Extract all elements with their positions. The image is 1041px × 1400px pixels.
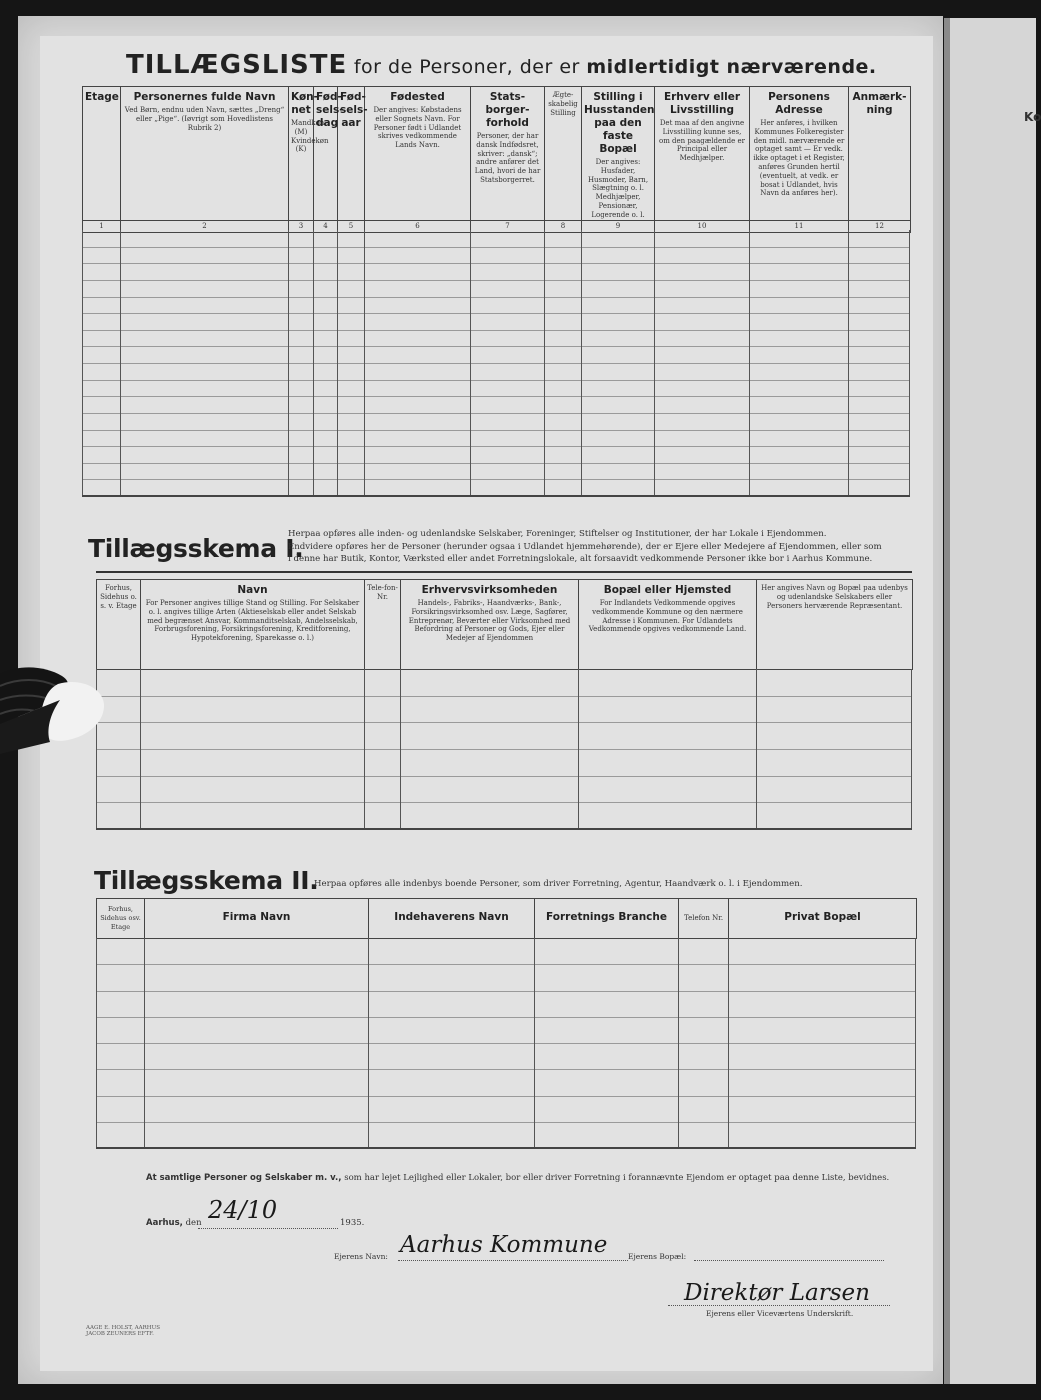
- skema1-title: Tillægsskema I.: [88, 534, 304, 563]
- skema1-note-line-1: Herpaa opføres alle inden- og udenlandske Selskaber, Foreninger, Stiftelser og Institutioner, der har Lokale i Ejendommen.: [288, 529, 827, 539]
- skema2-header-col-6: [729, 899, 917, 939]
- list-header-title-5: Fød-sels-aar: [340, 91, 368, 129]
- list-column-number-3: 3: [289, 220, 314, 232]
- skema1-header-col-1: [97, 580, 141, 670]
- skema1-header-title-4: Erhvervsvirksomheden: [421, 584, 558, 596]
- skema2-entry-line: [96, 964, 916, 965]
- list-entry-line: [82, 363, 910, 364]
- skema2-header-col-5: [679, 899, 729, 939]
- list-header-col-7: [471, 87, 545, 221]
- list-header-col-8: [545, 87, 582, 221]
- list-header-col-1: [83, 87, 121, 221]
- place-label: [146, 1218, 202, 1228]
- skema1-header-note-1: Forhus, Sidehus o. s. v. Etage: [100, 584, 137, 610]
- list-column-line: [848, 230, 849, 496]
- list-entry-line: [82, 430, 910, 431]
- skema1-entry-line: [96, 802, 912, 803]
- list-header-note-9: Der angives: Husfader, Husmoder, Barn, Slægtning o. l. Medhjælper, Pensionær, Logerende o. l.: [587, 158, 649, 219]
- skema2-column-line: [678, 938, 679, 1148]
- list-header-note-3: Mandkøn (M) Kvindekøn (K): [291, 119, 329, 154]
- skema2-entry-line: [96, 1096, 916, 1097]
- list-header-col-10: [655, 87, 750, 221]
- list-header-note-11: Her anføres, i hvilken Kommunes Folkeregister den midl. nærværende er optaget samt — Er vedk. ikke optaget i et Register, anføres Grunden hertil (eventuelt, at vedk. er bosat i Udlandet, hvis Navn da anføres her).: [753, 119, 845, 198]
- list-header-col-4: [314, 87, 344, 221]
- list-column-number-1: 1: [83, 220, 121, 232]
- list-header-note-2: Ved Børn, endnu uden Navn, sættes „Dreng“ eller „Pige“. (Iøvrigt som Hovedlistens Rubrik 2): [124, 106, 285, 132]
- title-mid: for de Personer, der er: [353, 56, 580, 78]
- skema1-column-line: [364, 669, 365, 829]
- skema1-entry-line: [96, 696, 912, 697]
- list-entry-line: [82, 380, 910, 381]
- skema1-header-col-3: [365, 580, 401, 670]
- owner-address-label: Ejerens Bopæl:: [628, 1252, 687, 1261]
- list-column-number-6: 6: [365, 220, 471, 232]
- skema1-entry-line: [96, 722, 912, 723]
- skema2-column-line: [144, 938, 145, 1148]
- list-column-number-5: 5: [338, 220, 365, 232]
- skema2-header-title-2: Firma Navn: [222, 911, 291, 923]
- list-entry-line: [82, 247, 910, 248]
- list-column-line: [313, 230, 314, 496]
- list-column-number-2: 2: [121, 220, 289, 232]
- list-header-title-6: Fødested: [390, 91, 445, 103]
- list-column-line: [337, 230, 338, 496]
- skema1-header-note-5: For Indlandets Vedkommende opgives vedkommende Kommune og den nærmere Adresse i Kommunen. For Udlandets Vedkommende opgives vedkommende Land.: [588, 599, 747, 634]
- list-column-number-7: 7: [471, 220, 545, 232]
- skema2-column-line: [728, 938, 729, 1148]
- list-header-col-9: [582, 87, 655, 221]
- list-entry-line: [82, 297, 910, 298]
- title-main: TILLÆGSLISTE: [126, 50, 348, 80]
- binding-shadow: [944, 18, 950, 1384]
- list-column-line: [909, 230, 910, 496]
- list-column-line: [364, 230, 365, 496]
- date-line: [198, 1228, 338, 1229]
- declaration: [146, 1173, 889, 1183]
- list-header-title-7: Stats-borger-forhold: [485, 91, 530, 129]
- skema1-header-row: [97, 580, 913, 670]
- skema2-bottom-rule: [96, 1147, 916, 1149]
- skema2-entry-line: [96, 1122, 916, 1123]
- list-header-title-10: Erhverv eller Livsstilling: [663, 91, 741, 116]
- list-header-title-9: Stilling i Husstanden paa den faste Bopæl: [584, 91, 655, 155]
- skema1-top-rule: [96, 571, 912, 573]
- skema2-table: [96, 898, 917, 939]
- skema1-note: [288, 528, 882, 566]
- year-text: 1935.: [340, 1218, 365, 1228]
- adjacent-page-text: Ko: [1024, 110, 1041, 124]
- skema1-column-line: [911, 669, 912, 829]
- list-header-col-2: [121, 87, 289, 221]
- owner-name-label: Ejerens Navn:: [334, 1252, 388, 1261]
- skema1-column-line: [756, 669, 757, 829]
- skema2-column-line: [915, 938, 916, 1148]
- skema1-header-note-2: For Personer angives tillige Stand og Stilling. For Selskaber o. l. angives tillige Arten (Aktieselskab eller andet Selskab med begrænset Ansvar, Kommanditselskab, Andelsselskab, Forbrugsforening, Forsikringsforening, Kreditforening, Hypotekforening, Sparekasse o. l.): [145, 599, 360, 643]
- owner-name-handwritten: Aarhus Kommune: [400, 1232, 608, 1258]
- skema2-entry-line: [96, 1043, 916, 1044]
- list-header-note-8: Ægte-skabelig Stilling: [548, 91, 578, 117]
- declaration-bold: At samtlige Personer og Selskaber m. v.,: [146, 1173, 342, 1183]
- list-header-note-10: Det maa af den angivne Livsstilling kunne ses, om den paagældende er Principal eller Medhjælper.: [658, 119, 746, 163]
- list-header-title-12: Anmærk-ning: [852, 91, 907, 116]
- list-column-number-12: 12: [849, 220, 911, 232]
- list-column-line: [654, 230, 655, 496]
- skema2-header-col-2: [145, 899, 369, 939]
- skema1-header-col-5: [579, 580, 757, 670]
- list-column-line: [581, 230, 582, 496]
- skema1-entry-line: [96, 776, 912, 777]
- skema2-entry-line: [96, 1069, 916, 1070]
- skema2-column-line: [96, 938, 97, 1148]
- list-entry-line: [82, 346, 910, 347]
- skema1-header-col-4: [401, 580, 579, 670]
- skema1-column-line: [400, 669, 401, 829]
- list-header-col-3: [289, 87, 329, 221]
- skema1-column-line: [578, 669, 579, 829]
- list-header-title-2: Personernes fulde Navn: [133, 91, 276, 103]
- skema2-header-col-3: [369, 899, 535, 939]
- list-column-number-9: 9: [582, 220, 655, 232]
- list-entry-line: [82, 446, 910, 447]
- list-entry-line: [82, 479, 910, 480]
- den-text: den: [185, 1218, 202, 1228]
- skema2-header-title-1: Forhus, Sidehus osv. Etage: [100, 905, 141, 931]
- page-title: [126, 50, 877, 80]
- skema2-header-title-3: Indehaverens Navn: [394, 911, 509, 923]
- list-header-col-12: [849, 87, 911, 221]
- skema1-header-col-2: [141, 580, 365, 670]
- skema2-entry-line: [96, 1017, 916, 1018]
- list-entry-line: [82, 330, 910, 331]
- list-entry-line: [82, 396, 910, 397]
- skema1-header-title-2: Navn: [237, 584, 268, 596]
- skema2-entry-line: [96, 991, 916, 992]
- list-entry-line: [82, 413, 910, 414]
- list-header-title-11: Personens Adresse: [768, 91, 830, 116]
- list-header-col-6: [365, 87, 471, 221]
- signature-handwritten: Direktør Larsen: [684, 1280, 870, 1306]
- list-column-number-10: 10: [655, 220, 750, 232]
- list-header-title-1: Etage: [85, 91, 119, 103]
- skema2-note: Herpaa opføres alle indenbys boende Personer, som driver Forretning, Agentur, Haandværk o. l. i Ejendommen.: [314, 879, 803, 889]
- list-column-line: [470, 230, 471, 496]
- skema1-column-line: [140, 669, 141, 829]
- list-column-line: [544, 230, 545, 496]
- skema2-header-col-4: [535, 899, 679, 939]
- skema1-note-line-3: i denne har Butik, Kontor, Værksted eller andet Forretningslokale, alt forsaavidt vedkommende Personer ikke bor i Aarhus Kommune.: [288, 554, 873, 564]
- list-column-line: [82, 230, 83, 496]
- owner-address-line: [694, 1260, 884, 1261]
- owner-name-line: [398, 1260, 628, 1261]
- skema1-header-note-4: Handels-, Fabriks-, Haandværks-, Bank-, Forsikringsvirksomhed osv. Læge, Sagfører, Entreprenør, Beværter eller Virksomhed med Befordring af Personer og Gods, Ejer eller Medejer af Ejendommen: [408, 599, 571, 643]
- list-header-note-6: Der angives: Købstadens eller Sognets Navn. For Personer født i Udlandet skrives vedkommende Lands Navn.: [373, 106, 462, 150]
- skema1-header-note-6: Her angives Navn og Bopæl paa udenbys og udenlandske Selskabers eller Personers herværende Repræsentant.: [761, 584, 908, 610]
- skema1-header-note-3: Tele-fon-Nr.: [367, 584, 398, 601]
- signature-label: Ejerens eller Viceværtens Underskrift.: [706, 1309, 854, 1318]
- list-entry-line: [82, 263, 910, 264]
- list-entry-line: [82, 280, 910, 281]
- skema1-header-title-5: Bopæl eller Hjemsted: [603, 584, 732, 596]
- declaration-rest: som har lejet Lejlighed eller Lokaler, bor eller driver Forretning i forannævnte Ejendom er optaget paa denne Liste, bevidnes.: [344, 1173, 890, 1183]
- list-column-number-8: 8: [545, 220, 582, 232]
- skema1-bottom-rule: [96, 828, 912, 830]
- list-header-col-5: [338, 87, 368, 221]
- title-bold: midlertidigt nærværende.: [586, 56, 877, 78]
- list-bottom-rule: [82, 495, 910, 497]
- list-entry-line: [82, 463, 910, 464]
- skema2-header-col-1: [97, 899, 145, 939]
- skema2-body: [96, 938, 916, 1148]
- place-text: Aarhus,: [146, 1218, 183, 1228]
- skema2-header-title-6: Privat Bopæl: [784, 911, 861, 923]
- skema1-entry-line: [96, 749, 912, 750]
- list-body: [82, 230, 910, 496]
- list-header-col-11: [750, 87, 849, 221]
- list-header-title-4: Fød-sels-dag: [316, 91, 344, 129]
- skema2-column-line: [368, 938, 369, 1148]
- skema1-note-line-2: Endvidere opføres her de Personer (herunder ogsaa i Udlandet hjemmehørende), der er Ejere eller Medejere af Ejendommen, eller som: [288, 541, 882, 552]
- skema1-body: [96, 669, 912, 829]
- skema1-header-col-6: [757, 580, 913, 670]
- signature-line: [668, 1305, 890, 1306]
- adjacent-page: [944, 18, 1041, 1384]
- thumb-photo: [0, 664, 105, 754]
- list-column-line: [749, 230, 750, 496]
- list-header-note-7: Personer, der har dansk Indfødsret, skriver: „dansk“; andre anfører det Land, hvori de har Statsborgerret.: [474, 132, 541, 184]
- list-column-line: [288, 230, 289, 496]
- skema2-column-line: [534, 938, 535, 1148]
- list-entry-line: [82, 313, 910, 314]
- tillaegsliste-table: [82, 86, 911, 233]
- skema2-header-title-4: Forretnings Branche: [546, 911, 667, 923]
- skema2-title: Tillægsskema II.: [94, 866, 319, 895]
- printer-imprint: AAGE E. HOLST, AARHUS JACOB ZEUNERS EFTF.: [86, 1325, 160, 1337]
- skema2-header-row: [97, 899, 917, 939]
- list-column-number-4: 4: [314, 220, 338, 232]
- list-column-line: [120, 230, 121, 496]
- skema1-table: [96, 579, 913, 670]
- list-column-number-11: 11: [750, 220, 849, 232]
- list-header-title-3: Køn-net: [291, 91, 318, 116]
- date-handwritten: 24/10: [208, 1196, 278, 1224]
- skema2-header-title-5: Telefon Nr.: [683, 914, 724, 923]
- list-header-row: [83, 87, 911, 221]
